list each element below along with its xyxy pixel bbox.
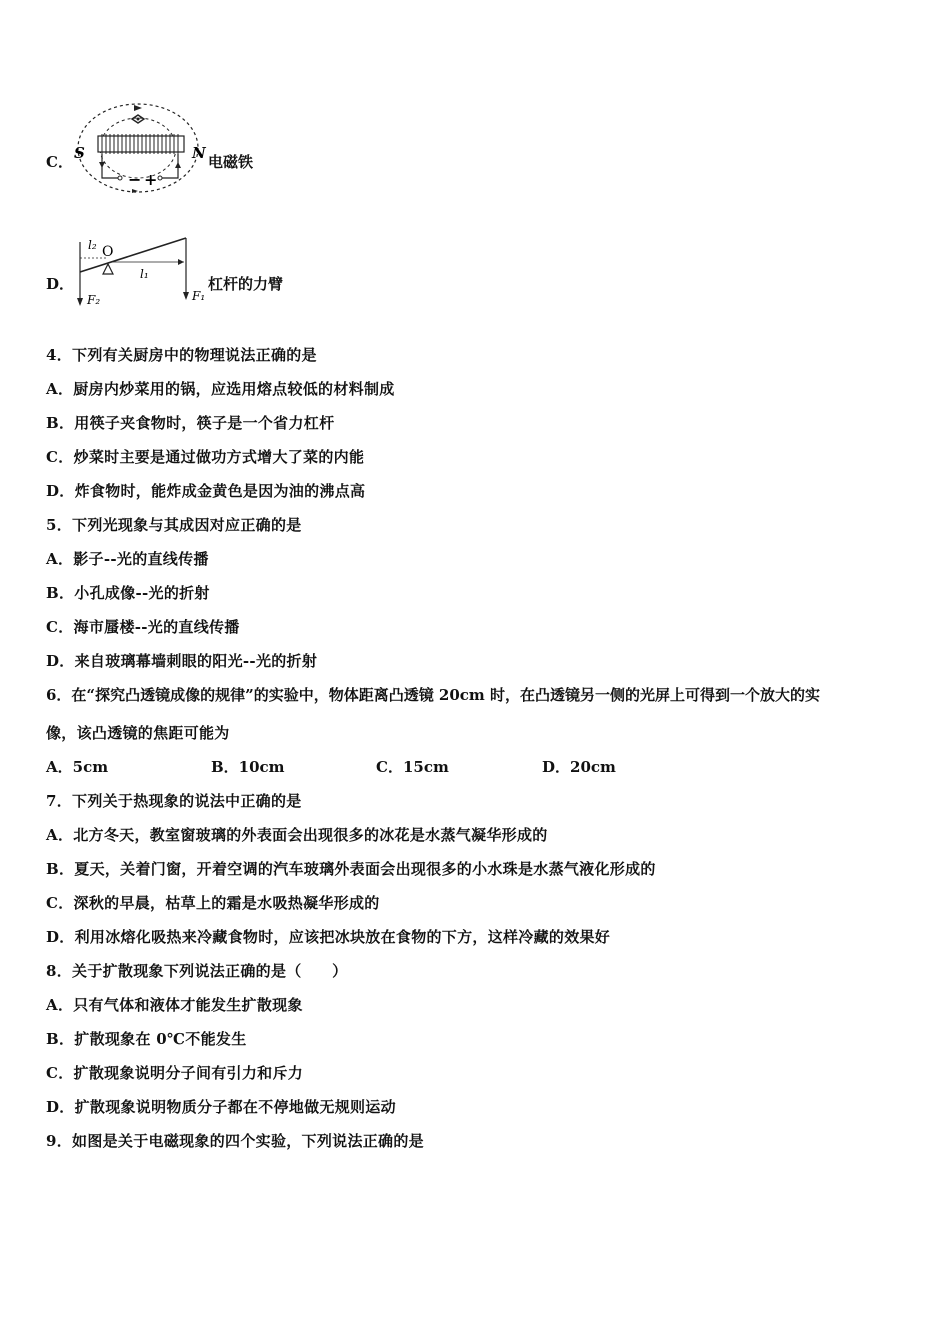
question-5-option-c: C．海市蜃楼--光的直线传播 xyxy=(46,618,240,636)
question-4-option-b: B．用筷子夹食物时，筷子是一个省力杠杆 xyxy=(46,414,335,432)
plus-terminal: + xyxy=(144,170,158,189)
field-arrow-icon xyxy=(134,105,142,111)
question-8-option-a: A．只有气体和液体才能发生扩散现象 xyxy=(46,996,303,1014)
figure-c-caption: 电磁铁 xyxy=(208,153,254,171)
question-5-stem: 5．下列光现象与其成因对应正确的是 xyxy=(46,516,302,534)
question-6-stem-line2: 像，该凸透镜的焦距可能为 xyxy=(46,724,230,742)
question-7-stem: 7．下列关于热现象的说法中正确的是 xyxy=(46,792,302,810)
question-6-option-c: C．15cm xyxy=(376,758,449,776)
question-9-stem: 9．如图是关于电磁现象的四个实验，下列说法正确的是 xyxy=(46,1132,424,1150)
force-f2-label: F₂ xyxy=(87,293,101,307)
figure-d-letter: D． xyxy=(46,275,75,293)
question-4-option-c: C．炒菜时主要是通过做功方式增大了菜的内能 xyxy=(46,448,365,466)
question-6-stem-line1: 6．在“探究凸透镜成像的规律”的实验中，物体距离凸透镜 20cm 时，在凸透镜另一侧的光屏上可得到一个放大的实 xyxy=(46,686,821,704)
figure-c-letter: C． xyxy=(46,153,73,171)
question-6-option-b: B．10cm xyxy=(211,758,285,776)
current-arrow-right-icon xyxy=(175,162,181,168)
pole-n-label: N xyxy=(192,144,206,162)
arm-l1-arrow-icon xyxy=(178,259,184,265)
question-5-option-a: A．影子--光的直线传播 xyxy=(46,550,209,568)
question-4-stem: 4．下列有关厨房中的物理说法正确的是 xyxy=(46,346,317,364)
pole-s-label: S xyxy=(74,144,85,162)
question-7-option-c: C．深秋的早晨，枯草上的霜是水吸热凝华形成的 xyxy=(46,894,380,912)
question-5-option-b: B．小孔成像--光的折射 xyxy=(46,584,210,602)
lever-figure xyxy=(72,232,212,312)
current-arrow-left-icon xyxy=(99,162,105,168)
question-6-option-d: D．20cm xyxy=(542,758,616,776)
question-5-option-d: D．来自玻璃幕墙刺眼的阳光--光的折射 xyxy=(46,652,318,670)
question-8-stem: 8．关于扩散现象下列说法正确的是（ ） xyxy=(46,962,348,980)
figure-d-caption: 杠杆的力臂 xyxy=(208,275,284,293)
force-f1-arrow-icon xyxy=(183,292,189,300)
electromagnet-figure xyxy=(72,98,212,194)
coil-wire-right xyxy=(162,154,178,178)
coil-wire-left xyxy=(102,154,118,178)
question-7-option-d: D．利用冰熔化吸热来冷藏食物时，应该把冰块放在食物的下方，这样冷藏的效果好 xyxy=(46,928,611,946)
arm-l1-label: l₁ xyxy=(140,267,149,281)
fulcrum-icon xyxy=(103,264,113,274)
question-7-option-b: B．夏天，关着门窗，开着空调的汽车玻璃外表面会出现很多的小水珠是水蒸气液化形成的 xyxy=(46,860,656,878)
force-f2-arrow-icon xyxy=(77,298,83,306)
question-8-option-c: C．扩散现象说明分子间有引力和斥力 xyxy=(46,1064,304,1082)
iron-core xyxy=(98,136,184,152)
pivot-label: O xyxy=(102,244,114,260)
question-6-option-a: A．5cm xyxy=(46,758,109,776)
minus-terminal: − xyxy=(128,170,142,189)
force-f1-label: F₁ xyxy=(192,289,206,303)
question-4-option-d: D．炸食物时，能炸成金黄色是因为油的沸点高 xyxy=(46,482,366,500)
question-4-option-a: A．厨房内炒菜用的锅，应选用熔点较低的材料制成 xyxy=(46,380,395,398)
question-8-option-d: D．扩散现象说明物质分子都在不停地做无规则运动 xyxy=(46,1098,396,1116)
arm-l2-label: l₂ xyxy=(88,238,97,252)
question-7-option-a: A．北方冬天，教室窗玻璃的外表面会出现很多的冰花是水蒸气凝华形成的 xyxy=(46,826,548,844)
question-8-option-b: B．扩散现象在 0℃不能发生 xyxy=(46,1030,247,1048)
